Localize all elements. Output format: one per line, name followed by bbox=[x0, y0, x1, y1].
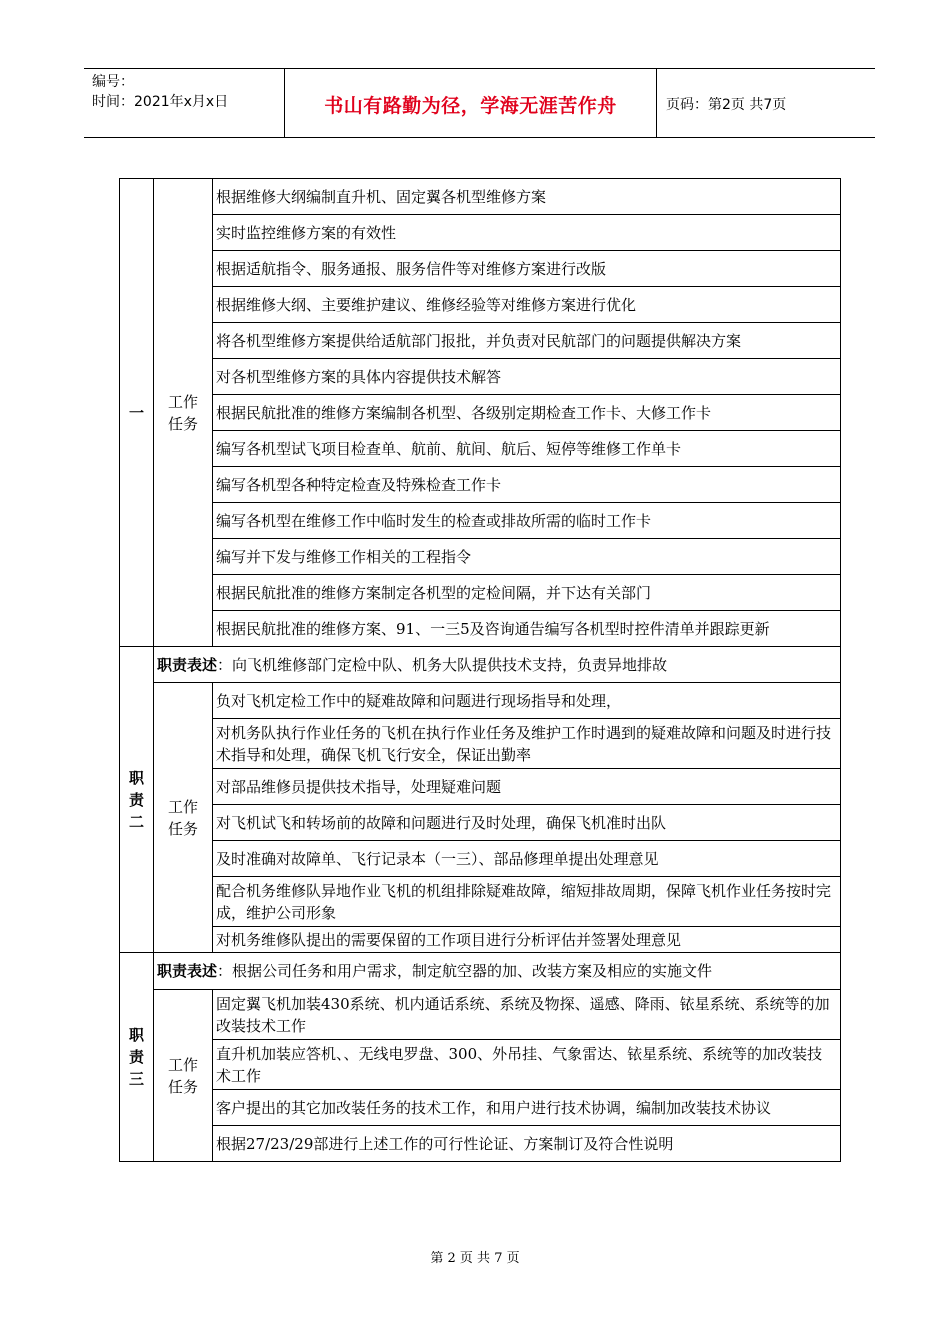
table-row bbox=[120, 359, 841, 395]
task-cell: 编写各机型在维修工作中临时发生的检查或排故所需的临时工作卡 bbox=[213, 503, 841, 539]
task-cell: 对部品维修员提供技术指导，处理疑难问题 bbox=[213, 769, 841, 805]
section2-label bbox=[120, 647, 154, 953]
task-cell: 负对飞机定检工作中的疑难故障和问题进行现场指导和处理， bbox=[213, 683, 841, 719]
tasks-label-line: 工作 bbox=[167, 1055, 198, 1074]
table-row bbox=[120, 719, 841, 769]
table-row bbox=[120, 539, 841, 575]
task-cell: 根据民航批准的维修方案制定各机型的定检间隔，并下达有关部门 bbox=[213, 575, 841, 611]
task-cell: 根据民航批准的维修方案编制各机型、各级别定期检查工作卡、大修工作卡 bbox=[213, 395, 841, 431]
table-row bbox=[120, 215, 841, 251]
task-cell: 根据维修大纲编制直升机、固定翼各机型维修方案 bbox=[213, 179, 841, 215]
task-cell: 根据27/23/29部进行上述工作的可行性论证、方案制订及符合性说明 bbox=[213, 1126, 841, 1162]
table-row bbox=[120, 990, 841, 1040]
task-cell: 配合机务维修队异地作业飞机的机组排除疑难故障，缩短排故周期，保障飞机作业任务按时完成，维护公司形象 bbox=[213, 877, 841, 927]
section-label-char: 职 bbox=[128, 1026, 144, 1044]
task-cell: 客户提出的其它加改装任务的技术工作，和用户进行技术协调，编制加改装技术协议 bbox=[213, 1090, 841, 1126]
page-footer: 第 2 页 共 7 页 bbox=[430, 1251, 520, 1266]
task-cell: 实时监控维修方案的有效性 bbox=[213, 215, 841, 251]
task-cell: 根据维修大纲、主要维护建议、维修经验等对维修方案进行优化 bbox=[213, 287, 841, 323]
table-row bbox=[120, 287, 841, 323]
section2-tasks-label bbox=[154, 683, 213, 953]
document-number-label: 编号： bbox=[92, 74, 134, 90]
header-right-cell bbox=[656, 69, 875, 137]
section-1-tasks-label bbox=[154, 179, 213, 647]
tasks-label-line: 工作 bbox=[167, 797, 198, 816]
header-center-cell bbox=[284, 69, 657, 137]
page-header bbox=[84, 68, 875, 138]
section-label-char: 三 bbox=[128, 1070, 144, 1088]
table-row bbox=[120, 323, 841, 359]
duty-label: 职责表述 bbox=[157, 962, 218, 980]
table-row bbox=[120, 647, 841, 683]
task-cell: 对机务维修队提出的需要保留的工作项目进行分析评估并签署处理意见 bbox=[213, 927, 841, 953]
table-row bbox=[120, 1126, 841, 1162]
table-row bbox=[120, 927, 841, 953]
table-row bbox=[120, 877, 841, 927]
section-1-label: 一 bbox=[120, 179, 154, 647]
task-cell: 固定翼飞机加装430系统、机内通话系统、系统及物探、遥感、降雨、铱星系统、系统等的加改装技术工作 bbox=[213, 990, 841, 1040]
table-row bbox=[120, 841, 841, 877]
task-cell: 编写各机型各种特定检查及特殊检查工作卡 bbox=[213, 467, 841, 503]
tasks-label-line: 工作 bbox=[167, 392, 198, 411]
section-label-char: 二 bbox=[128, 812, 144, 831]
table-row bbox=[120, 953, 841, 990]
table-row bbox=[120, 1040, 841, 1090]
duty-text: ：根据公司任务和用户需求，制定航空器的加、改装方案及相应的实施文件 bbox=[217, 962, 713, 980]
table-row bbox=[120, 575, 841, 611]
tasks-label-line: 任务 bbox=[167, 819, 198, 838]
table-row bbox=[120, 683, 841, 719]
table-row bbox=[120, 395, 841, 431]
header-left-cell bbox=[84, 69, 284, 137]
tasks-label-line: 任务 bbox=[167, 1077, 198, 1096]
task-cell: 将各机型维修方案提供给适航部门报批，并负责对民航部门的问题提供解决方案 bbox=[213, 323, 841, 359]
section2-duty-statement bbox=[154, 647, 841, 683]
table-row bbox=[120, 431, 841, 467]
table-row bbox=[120, 769, 841, 805]
table-row bbox=[120, 467, 841, 503]
section-label-char: 职 bbox=[128, 768, 144, 787]
duty-text: ：向飞机维修部门定检中队、机务大队提供技术支持，负责异地排故 bbox=[217, 655, 668, 674]
section-label-char: 责 bbox=[128, 790, 144, 809]
header-page-number: 页码：第2页 共7页 bbox=[666, 97, 787, 113]
task-cell: 及时准确对故障单、飞行记录本（一三）、部品修理单提出处理意见 bbox=[213, 841, 841, 877]
task-cell: 编写并下发与维修工作相关的工程指令 bbox=[213, 539, 841, 575]
section3-duty-statement bbox=[154, 953, 841, 990]
task-cell: 对机务队执行作业任务的飞机在执行作业任务及维护工作时遇到的疑难故障和问题及时进行技术指导和处理，确保飞机飞行安全，保证出勤率 bbox=[213, 719, 841, 769]
task-cell: 直升机加装应答机、、无线电罗盘、300、外吊挂、气象雷达、铱星系统、系统等的加改装技术工作 bbox=[213, 1040, 841, 1090]
table-row bbox=[120, 611, 841, 647]
table-row bbox=[120, 251, 841, 287]
table-row bbox=[120, 1090, 841, 1126]
document-time-label: 时间：2021年x月x日 bbox=[92, 94, 229, 110]
section-label-char: 责 bbox=[128, 1048, 144, 1066]
table-row bbox=[120, 179, 841, 215]
header-motto: 书山有路勤为径，学海无涯苦作舟 bbox=[324, 95, 617, 117]
task-cell: 根据适航指令、服务通报、服务信件等对维修方案进行改版 bbox=[213, 251, 841, 287]
tasks-label-line: 任务 bbox=[167, 414, 198, 433]
duties-table bbox=[119, 178, 841, 1162]
section3-tasks-label bbox=[154, 990, 213, 1162]
section3-label bbox=[120, 953, 154, 1162]
task-cell: 根据民航批准的维修方案、91、一三5及咨询通告编写各机型时控件清单并跟踪更新 bbox=[213, 611, 841, 647]
duty-label: 职责表述 bbox=[157, 655, 218, 674]
task-cell: 对飞机试飞和转场前的故障和问题进行及时处理，确保飞机准时出队 bbox=[213, 805, 841, 841]
duties-table-body bbox=[120, 179, 841, 1162]
table-row bbox=[120, 503, 841, 539]
table-row bbox=[120, 805, 841, 841]
task-cell: 对各机型维修方案的具体内容提供技术解答 bbox=[213, 359, 841, 395]
task-cell: 编写各机型试飞项目检查单、航前、航间、航后、短停等维修工作单卡 bbox=[213, 431, 841, 467]
